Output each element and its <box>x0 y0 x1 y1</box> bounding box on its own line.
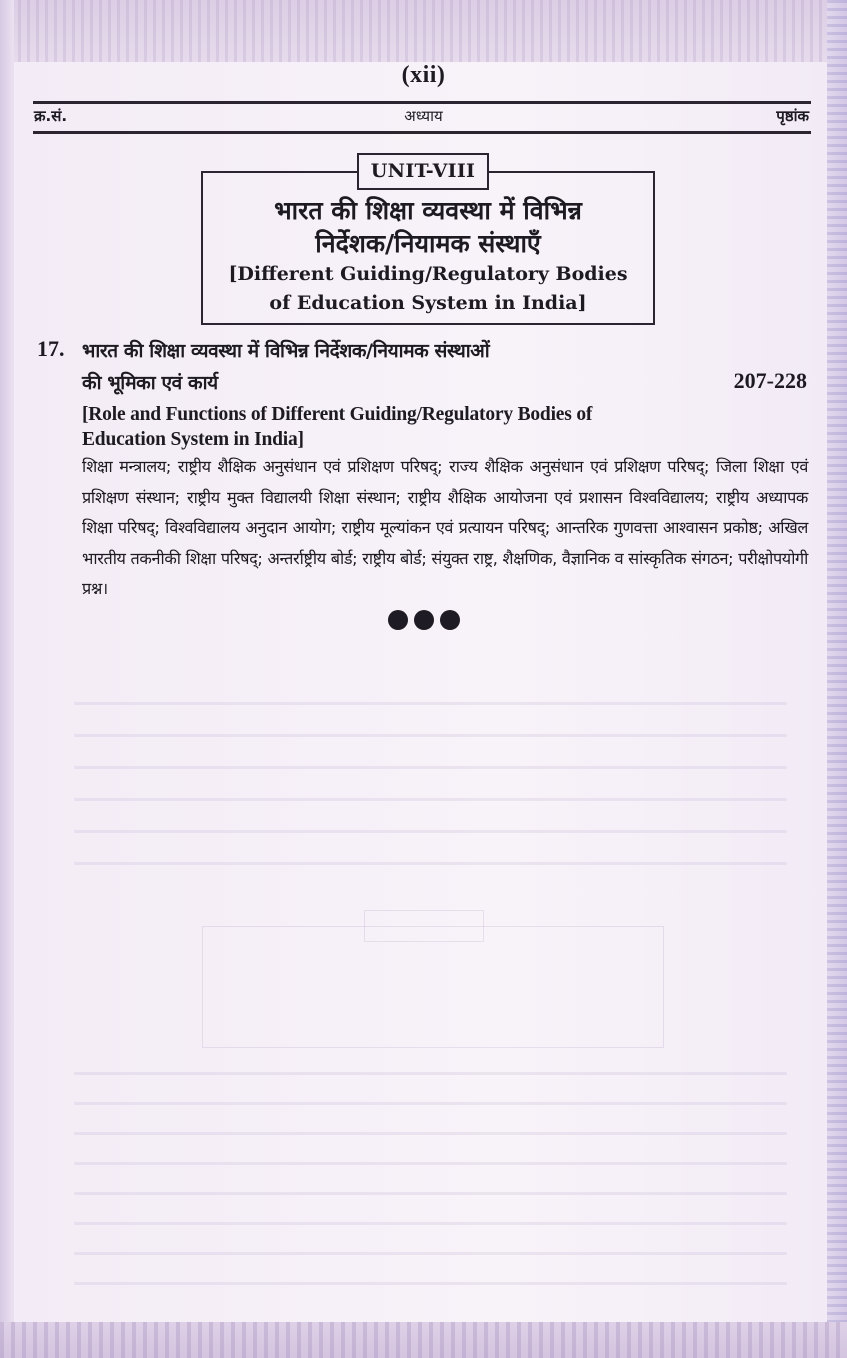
chapter-title-english-line-2: Education System in India] <box>82 429 304 450</box>
unit-label: UNIT-VIII <box>357 153 489 190</box>
bullet-dot-icon <box>414 610 434 630</box>
section-end-ornament <box>0 610 847 630</box>
header-rule-top <box>33 101 811 104</box>
scan-margin-top <box>0 0 847 62</box>
unit-title-hindi-line-1: भारत की शिक्षा व्यवस्था में विभिन्न <box>274 196 582 225</box>
column-header-page: पृष्ठांक <box>776 107 809 125</box>
bullet-dot-icon <box>388 610 408 630</box>
chapter-topics: शिक्षा मन्त्रालय; राष्ट्रीय शैक्षिक अनुसंधान एवं प्रशिक्षण परिषद्; राज्य शैक्षिक अनुसंधान एवं प्रशिक्षण परिषद्; जिला शिक्षा एवं प्रशिक्षण संस्थान; राष्ट्रीय मुक्त विद्यालयी शिक्षा संस्थान; राष्ट्रीय शैक्षिक आयोजना एवं प्रशासन विश्वविद्यालय; राष्ट्रीय अध्यापक शिक्षा परिषद्; विश्वविद्यालय अनुदान आयोग; राष्ट्रीय मूल्यांकन एवं प्रत्यायन परिषद्; आन्तरिक गुणवत्ता आश्वासन प्रकोष्ठ; अखिल भारतीय तकनीकी शिक्षा परिषद्; अन्तर्राष्ट्रीय बोर्ड; राष्ट्रीय बोर्ड; संयुक्त राष्ट्र, शैक्षणिक, वैज्ञानिक व सांस्कृतिक संगठन; परीक्षोपयोगी प्रश्न। <box>82 457 808 598</box>
chapter-number: 17. <box>37 336 65 361</box>
scan-margin-left <box>0 0 14 1358</box>
column-header-chapter: अध्याय <box>404 107 443 125</box>
chapter-title-hindi-line-1: भारत की शिक्षा व्यवस्था में विभिन्न निर्देशक/नियामक संस्थाओं <box>82 340 490 362</box>
header-rule-bottom <box>33 131 811 134</box>
chapter-title-english-line-1: [Role and Functions of Different Guiding/Regulatory Bodies of <box>82 404 593 425</box>
unit-title-english-line-1: [Different Guiding/Regulatory Bodies <box>228 263 628 285</box>
bullet-dot-icon <box>440 610 460 630</box>
column-header-serial: क्र.सं. <box>34 107 68 125</box>
scan-margin-right <box>827 0 847 1358</box>
unit-title-english-line-2: of Education System in India] <box>269 292 587 314</box>
unit-title-hindi-line-2: निर्देशक/नियामक संस्थाएँ <box>315 229 541 258</box>
page-number: (xii) <box>401 62 446 88</box>
scan-margin-bottom <box>0 1322 847 1358</box>
chapter-page-range: 207-228 <box>733 368 807 393</box>
chapter-title-hindi-line-2: की भूमिका एवं कार्य <box>82 372 218 394</box>
